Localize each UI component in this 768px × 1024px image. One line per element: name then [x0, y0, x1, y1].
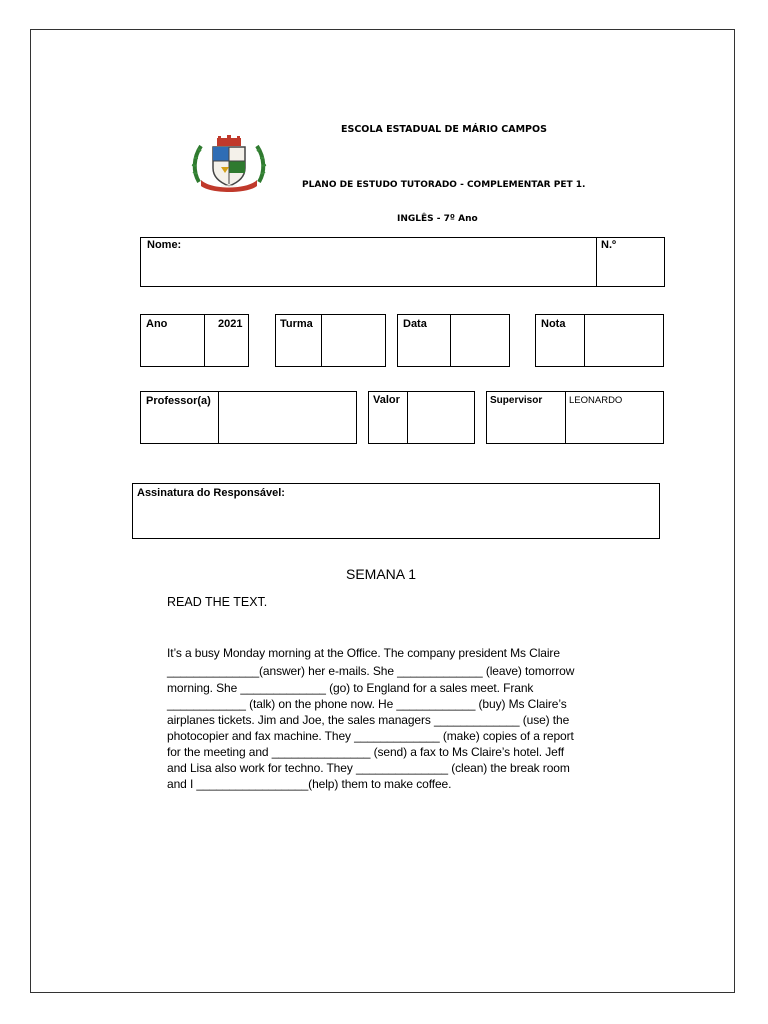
text-line: It’s a busy Monday morning at the Office. The company president Ms Claire [167, 646, 560, 660]
text-line: ______________(answer) her e-mails. She _____________ (leave) tomorrow [167, 664, 575, 678]
divider [204, 315, 205, 366]
text-line: and Lisa also work for techno. They ______________ (clean) the break room [167, 761, 570, 775]
subject-title: INGLÊS - 7º Ano [397, 214, 478, 224]
value-box[interactable] [368, 391, 475, 444]
text-line: ____________ (talk) on the phone now. He ____________ (buy) Ms Claire’s [167, 697, 567, 711]
text-line: morning. She _____________ (go) to England for a sales meet. Frank [167, 681, 534, 695]
week-title: SEMANA 1 [346, 566, 417, 582]
divider [596, 238, 597, 286]
supervisor-label: Supervisor [490, 395, 543, 406]
number-label: N.º [601, 239, 617, 251]
divider [450, 315, 451, 366]
text-line: airplanes tickets. Jim and Joe, the sales managers _____________ (use) the [167, 713, 570, 727]
teacher-label: Professor(a) [146, 395, 211, 407]
value-label: Valor [373, 394, 400, 406]
plan-title: PLANO DE ESTUDO TUTORADO - COMPLEMENTAR PET 1. [302, 180, 586, 190]
instruction: READ THE TEXT. [167, 595, 268, 609]
supervisor-value: LEONARDO [569, 395, 623, 406]
class-box[interactable] [275, 314, 386, 367]
date-label: Data [403, 318, 427, 330]
teacher-box[interactable] [140, 391, 357, 444]
divider [407, 392, 408, 443]
divider [321, 315, 322, 366]
school-name: ESCOLA ESTADUAL DE MÁRIO CAMPOS [341, 124, 547, 135]
name-box[interactable] [140, 237, 665, 287]
year-label: Ano [146, 318, 168, 330]
divider [565, 392, 566, 443]
grade-box[interactable] [535, 314, 664, 367]
divider [218, 392, 219, 443]
text-line: and I _________________(help) them to make coffee. [167, 777, 452, 791]
school-crest-icon [191, 134, 267, 194]
supervisor-box[interactable] [486, 391, 664, 444]
divider [584, 315, 585, 366]
name-label: Nome: [147, 239, 182, 251]
year-value: 2021 [218, 318, 243, 330]
signature-label: Assinatura do Responsável: [137, 487, 285, 499]
guardian-signature-box[interactable] [132, 483, 660, 539]
year-box[interactable] [140, 314, 249, 367]
text-line: photocopier and fax machine. They _____________ (make) copies of a report [167, 729, 574, 743]
date-box[interactable] [397, 314, 510, 367]
grade-label: Nota [541, 318, 566, 330]
text-line: for the meeting and _______________ (send) a fax to Ms Claire’s hotel. Jeff [167, 745, 564, 759]
class-label: Turma [280, 318, 313, 330]
